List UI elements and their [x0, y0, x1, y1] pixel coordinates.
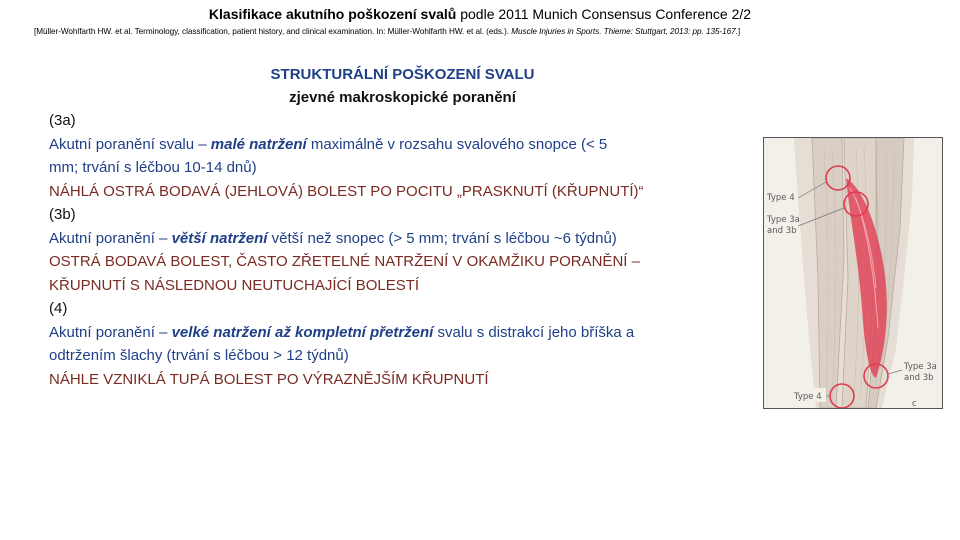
caps-3b-line1: OSTRÁ BODAVÁ BOLEST, ČASTO ZŘETELNÉ NATRŽENÍ V OKAMŽIKU PORANĚNÍ – — [49, 253, 640, 270]
label-corner: c — [912, 399, 917, 408]
citation-italic: Muscle Injuries in Sports. Thieme: Stuttgart, 2013: pp. 135-167. — [511, 27, 738, 36]
label-type4-bottom: Type 4 — [794, 392, 822, 402]
desc-3b-emphasis: větší natržení — [171, 229, 268, 247]
label-3a: (3a) — [49, 112, 76, 129]
label-type3-top-b: and 3b — [767, 226, 797, 236]
section-subheading: zjevné makroskopické poranění — [289, 89, 516, 106]
desc-3b-post: větší než snopec (> 5 mm; trvání s léčbou ~6 týdnů) — [267, 229, 617, 247]
desc-4-line2: odtržením šlachy (trvání s léčbou > 12 týdnů) — [49, 347, 349, 364]
label-type3-top-a: Type 3a — [767, 215, 800, 225]
desc-3a-line1 — [49, 133, 754, 157]
classification-text — [49, 109, 754, 391]
desc-4-emphasis: velké natržení až kompletní přetržení — [171, 323, 434, 341]
citation — [34, 26, 934, 38]
desc-4-pre: Akutní poranění – — [49, 323, 172, 341]
label-4: (4) — [49, 300, 68, 317]
title-bold: Klasifikace akutního poškození svalů — [208, 6, 457, 22]
thigh-muscle-svg — [764, 138, 942, 408]
desc-3a-pre: Akutní poranění svalu – — [49, 135, 211, 153]
section-heading: STRUKTURÁLNÍ POŠKOZENÍ SVALU — [270, 66, 535, 83]
citation-pre: [Müller-Wohlfarth HW. et al. Terminology, classification, patient history, and clinical examination. In: Müller-Wohlfarth HW. et al. (eds.). — [34, 27, 512, 36]
label-type3-bottom-b: and 3b — [904, 373, 934, 383]
label-type3-bottom-a: Type 3a — [904, 362, 937, 372]
desc-3a-emphasis: malé natržení — [210, 135, 307, 153]
caps-3b-line2: KŘUPNUTÍ S NÁSLEDNOU NEUTUCHAJÍCÍ BOLESTÍ — [49, 276, 420, 294]
desc-4-post: svalu s distrakcí jeho bříška a — [433, 323, 635, 341]
label-type4-top: Type 4 — [767, 193, 795, 203]
title-rest: podle 2011 Munich Consensus Conference 2/2 — [456, 6, 752, 22]
label-3b: (3b) — [49, 206, 76, 223]
muscle-injury-illustration — [763, 137, 943, 409]
slide-title — [0, 5, 960, 23]
caps-4-line1: NÁHLE VZNIKLÁ TUPÁ BOLEST PO VÝRAZNĚJŠÍM KŘUPNUTÍ — [49, 370, 489, 388]
citation-post: ] — [737, 27, 741, 36]
desc-3b-line1 — [49, 227, 754, 251]
desc-3a-line2: mm; trvání s léčbou 10-14 dnů) — [49, 159, 257, 176]
caps-3a-line1: NÁHLÁ OSTRÁ BODAVÁ (JEHLOVÁ) BOLEST PO POCITU „PRASKNUTÍ (KŘUPNUTÍ)“ — [49, 182, 644, 200]
desc-3a-post: maximálně v rozsahu svalového snopce (< 5 — [306, 135, 608, 153]
desc-4-line1 — [49, 321, 754, 345]
desc-3b-pre: Akutní poranění – — [49, 229, 172, 247]
